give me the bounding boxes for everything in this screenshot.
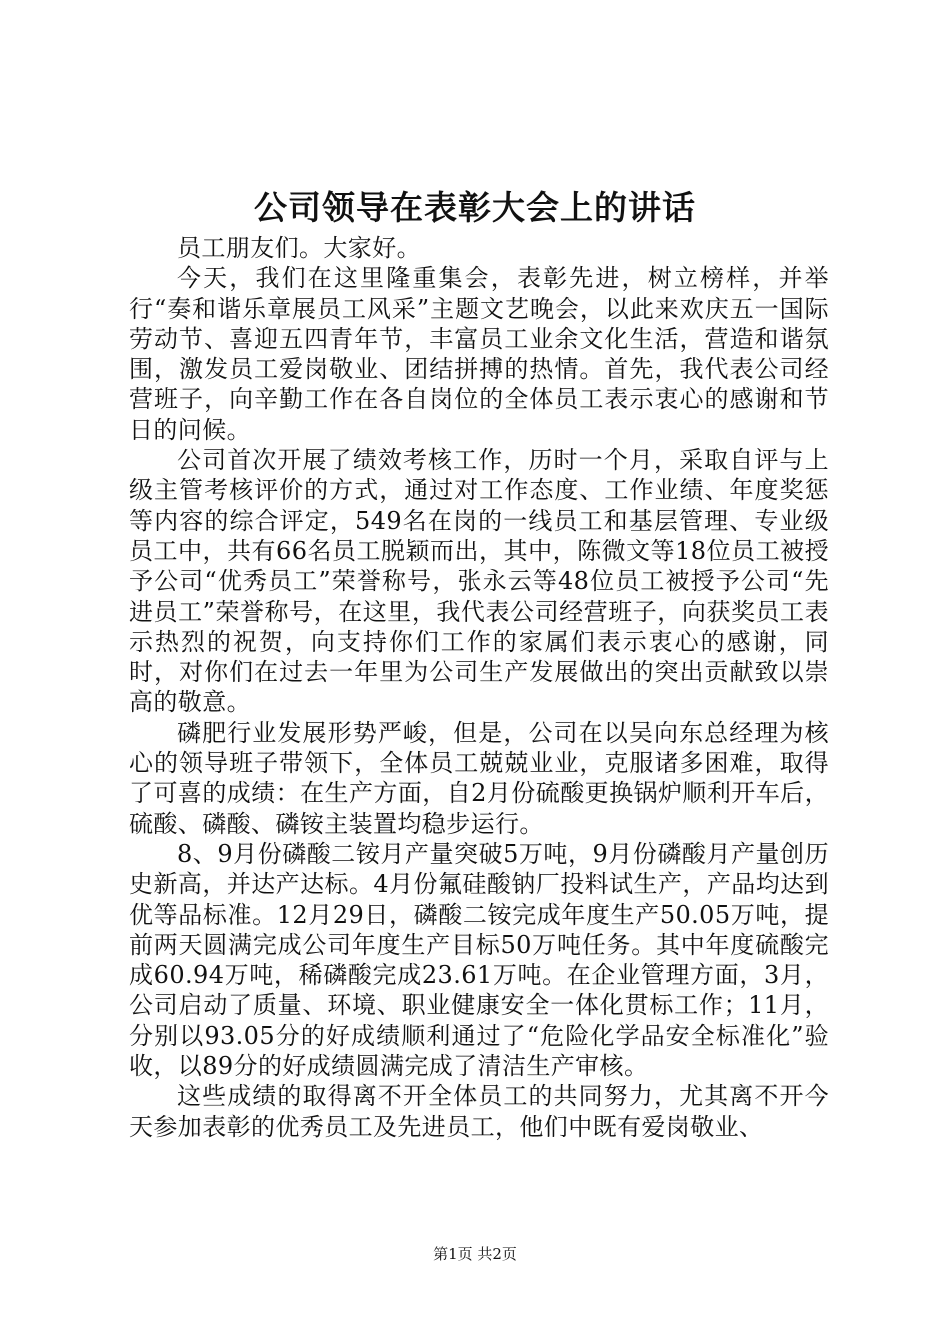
paragraph-closing-partial: 这些成绩的取得离不开全体员工的共同努力，尤其离不开今天参加表彰的优秀员工及先进员工，他们中既有爱岗敬业、 <box>129 1082 829 1141</box>
paragraph-achievements: 磷肥行业发展形势严峻，但是，公司在以吴向东总经理为核心的领导班子带领下，全体员工兢兢业业，克服诸多困难，取得了可喜的成绩：在生产方面，自2月份硫酸更换锅炉顺利开车后，硫酸、磷酸、磷铵主装置均稳步运行。 <box>129 718 829 838</box>
page-title: 公司领导在表彰大会上的讲话 <box>254 188 696 227</box>
paragraph-production-results: 8、9月份磷酸二铵月产量突破5万吨，9月份磷酸月产量创历史新高，并达产达标。4月份氟硅酸钠厂投料试生产，产品均达到优等品标准。12月29日，磷酸二铵完成年度生产50.05万吨，提前两天圆满完成公司年度生产目标50万吨任务。其中年度硫酸完成60.94万吨，稀磷酸完成23.61万吨。在企业管理方面，3月，公司启动了质量、环境、职业健康安全一体化贯标工作；11月，分别以93.05分的好成绩顺利通过了“危险化学品安全标准化”验收，以89分的好成绩圆满完成了清洁生产审核。 <box>129 839 829 1081</box>
paragraph-performance-review: 公司首次开展了绩效考核工作，历时一个月，采取自评与上级主管考核评价的方式，通过对工作态度、工作业绩、年度奖惩等内容的综合评定，549名在岗的一线员工和基层管理、专业级员工中，共有66名员工脱颖而出，其中，陈微文等18位员工被授予公司“优秀员工”荣誉称号，张永云等48位员工被授予公司“先进员工”荣誉称号，在这里，我代表公司经营班子，向获奖员工表示热烈的祝贺，向支持你们工作的家属们表示衷心的感谢，同时，对你们在过去一年里为公司生产发展做出的突出贡献致以崇高的敬意。 <box>129 446 829 717</box>
page-number-footer: 第1页 共2页 <box>433 1245 517 1263</box>
paragraph-opening: 今天，我们在这里隆重集会，表彰先进，树立榜样，并举行“奏和谐乐章展员工风采”主题文艺晚会，以此来欢庆五一国际劳动节、喜迎五四青年节，丰富员工业余文化生活，营造和谐氛围，激发员工爱岗敬业、团结拼搏的热情。首先，我代表公司经营班子，向辛勤工作在各自岗位的全体员工表示衷心的感谢和节日的问候。 <box>129 264 829 444</box>
paragraph-greeting: 员工朋友们。大家好。 <box>177 234 421 262</box>
document-body <box>129 233 829 1142</box>
